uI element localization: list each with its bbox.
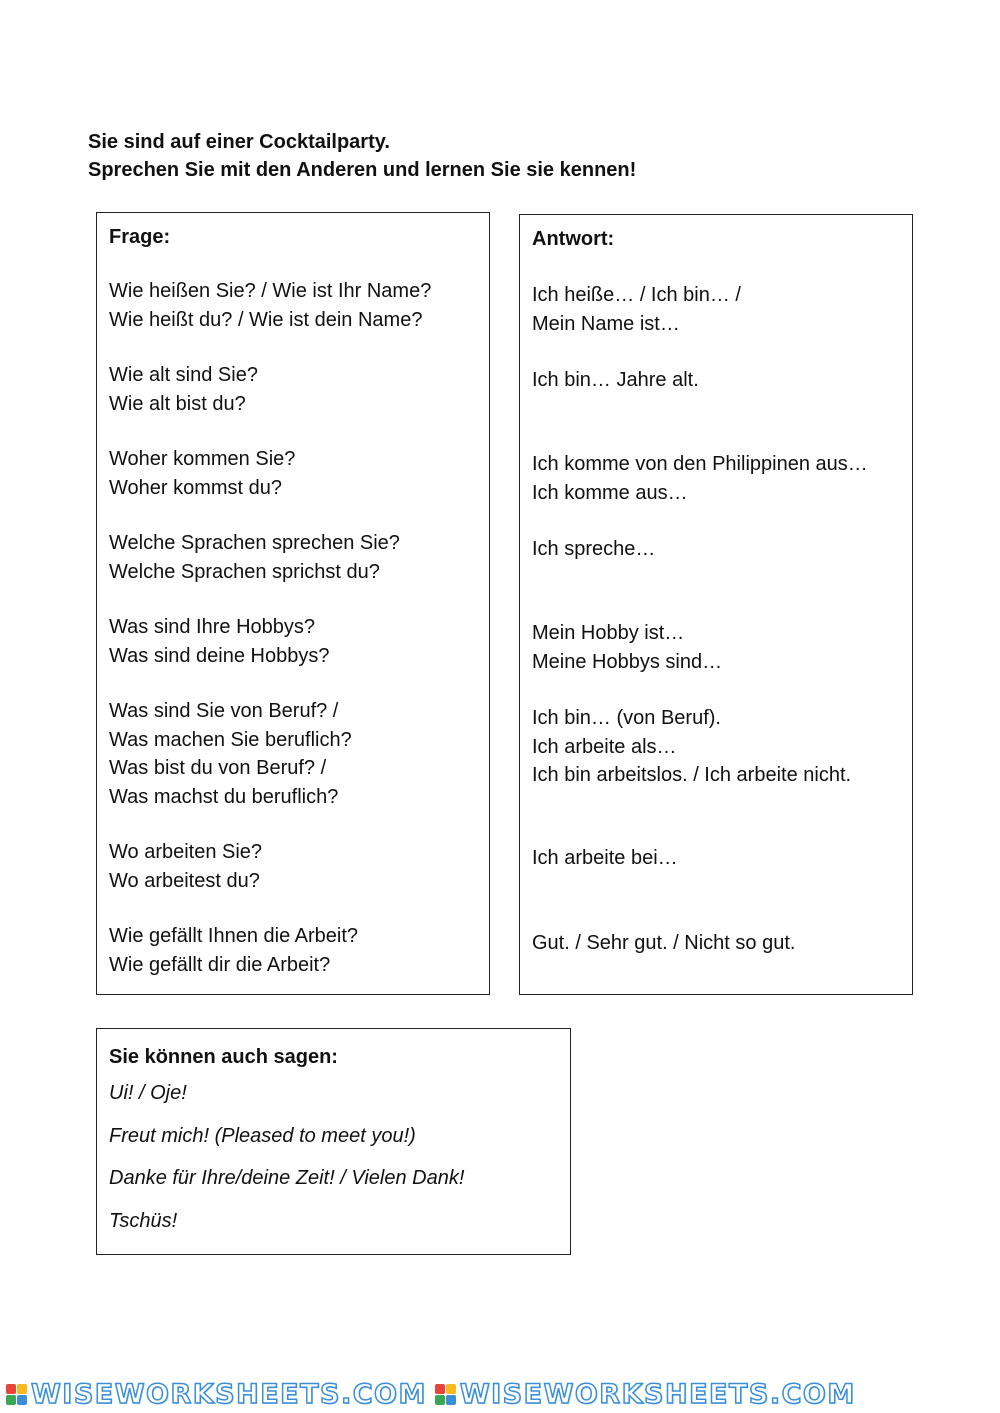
- answer-group: [532, 281, 892, 338]
- answer-line: Ich komme aus…: [532, 481, 688, 504]
- logo-square: [17, 1384, 27, 1394]
- instruction-line-1: Sie sind auf einer Cocktailparty.: [88, 131, 390, 153]
- question-line: Welche Sprachen sprechen Sie?: [109, 532, 400, 554]
- answer-line: Ich bin arbeitslos. / Ich arbeite nicht.: [532, 764, 852, 786]
- question-line: Was sind deine Hobbys?: [109, 644, 330, 667]
- answer-line: Ich komme von den Philippinen aus…: [532, 453, 868, 475]
- question-group: [109, 361, 477, 418]
- question-group: [109, 613, 477, 670]
- answer-line: Ich bin… Jahre alt.: [532, 369, 699, 391]
- question-group: [109, 838, 477, 895]
- logo-square: [446, 1395, 456, 1405]
- question-line: Was sind Ihre Hobbys?: [109, 616, 316, 638]
- footer-watermark: [0, 1376, 1000, 1413]
- question-group: [109, 445, 477, 502]
- answer-line: Ich arbeite bei…: [532, 847, 678, 869]
- question-group: [109, 922, 477, 979]
- phrases-box: [96, 1028, 571, 1255]
- brand-name: WISEWORKSHEETS.COM: [459, 1379, 856, 1410]
- question-line: Wie alt sind Sie?: [109, 364, 258, 386]
- logo-square: [446, 1384, 456, 1394]
- question-line: Was bist du von Beruf? /: [109, 757, 327, 779]
- answer-group: [532, 704, 892, 790]
- phrase-item: Freut mich! (Pleased to meet you!): [109, 1124, 416, 1147]
- phrase-item: Tschüs!: [109, 1209, 178, 1232]
- question-line: Was machen Sie beruflich?: [109, 728, 352, 751]
- logo-square: [6, 1395, 16, 1405]
- answer-group: [532, 929, 892, 958]
- answer-group: [532, 535, 892, 564]
- logo-square: [435, 1384, 445, 1394]
- questions-box: [96, 212, 490, 995]
- answer-line: Gut. / Sehr gut. / Nicht so gut.: [532, 932, 796, 954]
- logo-square: [435, 1395, 445, 1405]
- brand-logo-icon: [435, 1384, 456, 1405]
- question-line: Wie alt bist du?: [109, 392, 246, 415]
- question-group: [109, 277, 477, 334]
- answer-line: Ich heiße… / Ich bin… /: [532, 284, 741, 306]
- phrases-list: [109, 1079, 558, 1235]
- question-line: Wie gefällt dir die Arbeit?: [109, 953, 331, 976]
- question-line: Was machst du beruflich?: [109, 785, 339, 808]
- phrase-item: Danke für Ihre/deine Zeit! / Vielen Dank!: [109, 1167, 465, 1189]
- answer-group: [532, 619, 892, 676]
- instructions: [88, 128, 908, 184]
- questions-heading: Frage:: [109, 226, 171, 248]
- answer-line: Ich arbeite als…: [532, 735, 677, 758]
- answer-line: Ich spreche…: [532, 538, 656, 560]
- logo-square: [6, 1384, 16, 1394]
- answer-group: [532, 844, 892, 873]
- logo-square: [17, 1395, 27, 1405]
- answer-line: Mein Hobby ist…: [532, 622, 685, 644]
- question-line: Wie heißen Sie? / Wie ist Ihr Name?: [109, 280, 432, 302]
- brand-logo-icon: [6, 1384, 27, 1405]
- answers-box: [519, 214, 913, 995]
- answers-heading: Antwort:: [532, 228, 615, 250]
- question-line: Woher kommst du?: [109, 476, 283, 499]
- question-group: [109, 529, 477, 586]
- question-line: Was sind Sie von Beruf? /: [109, 700, 339, 722]
- question-line: Wie heißt du? / Wie ist dein Name?: [109, 308, 423, 331]
- instruction-line-2: Sprechen Sie mit den Anderen und lernen Sie sie kennen!: [88, 159, 637, 181]
- question-line: Woher kommen Sie?: [109, 448, 296, 470]
- phrases-heading: Sie können auch sagen:: [109, 1046, 338, 1068]
- brand-logo: [435, 1379, 856, 1410]
- answer-group: [532, 366, 892, 395]
- question-group: [109, 697, 477, 811]
- question-line: Wo arbeiten Sie?: [109, 841, 263, 863]
- question-line: Welche Sprachen sprichst du?: [109, 560, 380, 583]
- answer-line: Mein Name ist…: [532, 312, 680, 335]
- answer-group: [532, 450, 892, 507]
- question-line: Wie gefällt Ihnen die Arbeit?: [109, 925, 359, 947]
- questions-list: [109, 277, 477, 979]
- answer-line: Ich bin… (von Beruf).: [532, 707, 721, 729]
- question-line: Wo arbeitest du?: [109, 869, 260, 892]
- brand-logo: [6, 1379, 427, 1410]
- brand-name: WISEWORKSHEETS.COM: [31, 1379, 427, 1410]
- answer-line: Meine Hobbys sind…: [532, 650, 723, 673]
- phrase-item: Ui! / Oje!: [109, 1082, 187, 1104]
